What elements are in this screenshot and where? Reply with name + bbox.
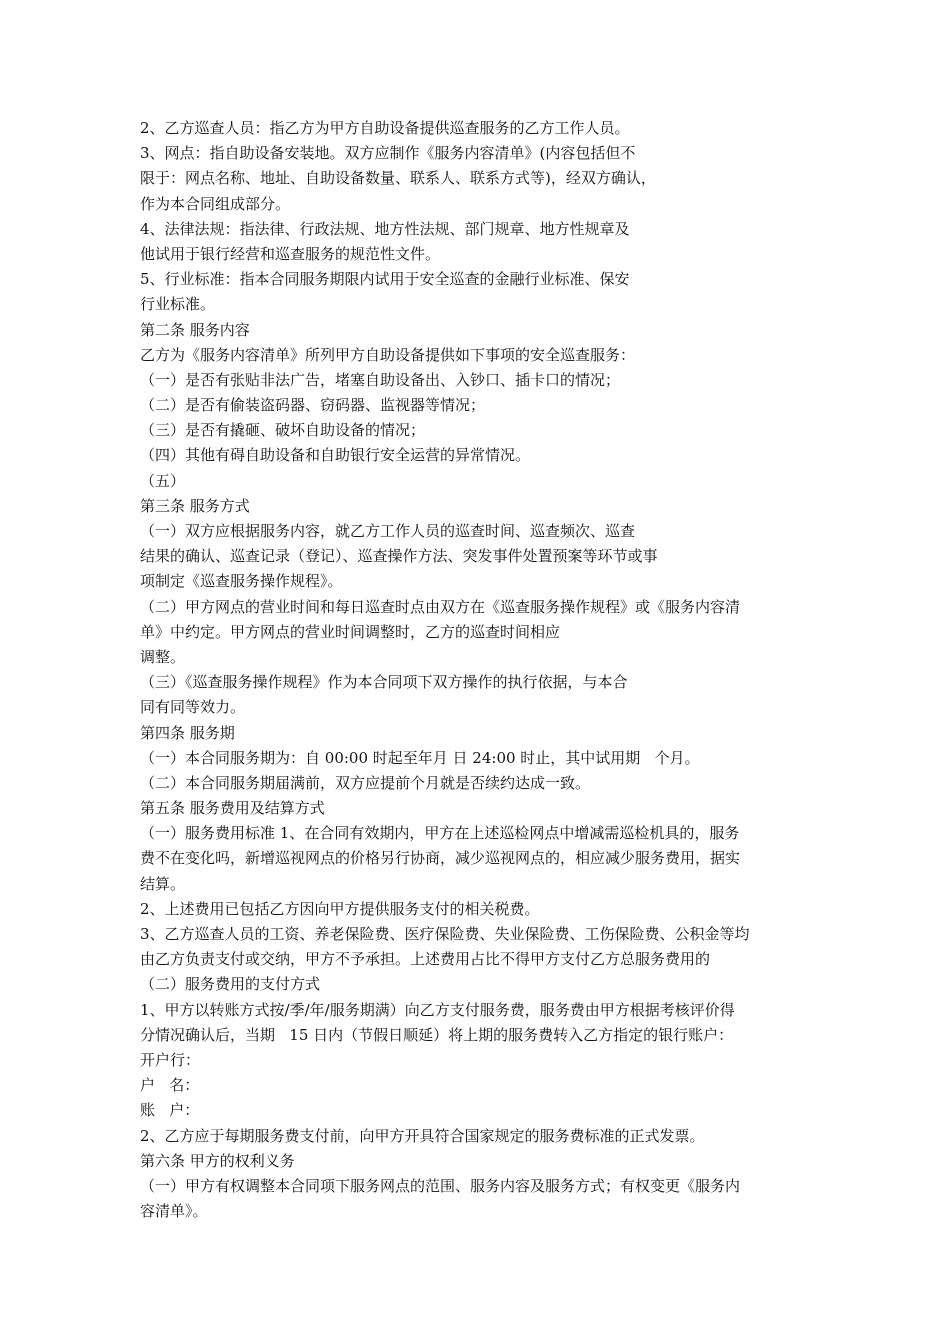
bank-field-label: 户 名： [140,1076,200,1095]
text-line: 乙方为《服务内容清单》所列甲方自助设备提供如下事项的安全巡查服务： [140,345,636,364]
section-heading: 第五条 服务费用及结算方式 [140,799,325,818]
text-line: （二）服务费用的支付方式 [140,975,321,994]
text-line: 项制定《巡查服务操作规程》。 [140,572,343,591]
text-line: 3、乙方巡查人员的工资、养老保险费、医疗保险费、失业保险费、工伤保险费、公积金等均 [140,925,750,943]
text-line: （五） [140,471,186,490]
text-line: 2、上述费用已包括乙方因向甲方提供服务支付的相关税费。 [140,899,540,918]
text-line: （一）服务费用标准 1、在合同有效期内，甲方在上述巡检网点中增减需巡检机具的，服务 [140,824,740,843]
text-line: （三）《巡查服务操作规程》作为本合同项下双方操作的执行依据，与本合 [140,673,628,692]
text-line: （一）是否有张贴非法广告，堵塞自助设备出、入钞口、插卡口的情况； [140,370,621,389]
text-line: 分情况确认后，当期 15 日内（节假日顺延）将上期的服务费转入乙方指定的银行账户： [140,1025,734,1044]
text-line: （四）其他有碍自助设备和自助银行安全运营的异常情况。 [140,446,531,465]
text-line: 结果的确认、巡查记录（登记）、巡查操作方法、突发事件处置预案等环节或事 [140,547,658,566]
text-line: （一）甲方有权调整本合同项下服务网点的范围、服务内容及服务方式；有权变更《服务内 [140,1176,741,1195]
contract-text [140,116,820,1224]
text-line: 调整。 [140,647,186,666]
text-line: 容清单》。 [140,1202,208,1221]
text-line: （二）甲方网点的营业时间和每日巡查时点由双方在《巡查服务操作规程》或《服务内容清 [140,597,741,616]
text-line: 3、网点：指自助设备安装地。双方应制作《服务内容清单》(内容包括但不 [140,144,636,163]
text-line: 行业标准。 [140,295,216,314]
text-line: 1、甲方以转账方式按/季/年/服务期满）向乙方支付服务费，服务费由甲方根据考核评价得 [140,1000,735,1019]
text-line: 2、乙方应于每期服务费支付前，向甲方开具符合国家规定的服务费标准的正式发票。 [140,1126,705,1145]
section-heading: 第二条 服务内容 [140,320,250,339]
text-line: 5、行业标准：指本合同服务期限内试用于安全巡查的金融行业标准、保安 [140,270,630,289]
section-heading: 第四条 服务期 [140,723,235,742]
text-line: 费不在变化吗，新增巡视网点的价格另行协商，减少巡视网点的，相应减少服务费用，据实 [140,849,741,868]
bank-field-label: 账 户： [140,1101,200,1120]
section-heading: 第三条 服务方式 [140,496,250,515]
text-line: 结算。 [140,874,186,893]
text-line: （一）本合同服务期为：自 00:00 时起至年月 日 24:00 时止，其中试用期 个月。 [140,748,700,767]
text-line: 4、法律法规：指法律、行政法规、地方性法规、部门规章、地方性规章及 [140,219,630,238]
text-line: （一）双方应根据服务内容，就乙方工作人员的巡查时间、巡查频次、巡查 [140,522,636,540]
text-line: （二）本合同服务期届满前，双方应提前个月就是否续约达成一致。 [140,773,591,792]
text-line: 2、乙方巡查人员：指乙方为甲方自助设备提供巡查服务的乙方工作人员。 [140,119,630,137]
section-heading: 第六条 甲方的权利义务 [140,1151,295,1170]
text-line: （三）是否有撬砸、破坏自助设备的情况； [140,421,426,440]
text-line: 作为本合同组成部分。 [140,194,291,213]
text-line: （二）是否有偷装盗码器、窃码器、监视器等情况； [140,396,486,415]
text-line: 同有同等效力。 [140,698,246,717]
text-line: 由乙方负责支付或交纳，甲方不予承担。上述费用占比不得甲方支付乙方总服务费用的 [140,950,711,969]
text-line: 限于：网点名称、地址、自助设备数量、联系人、联系方式等)，经双方确认， [140,169,656,188]
bank-field-label: 开户行： [140,1050,201,1069]
text-line: 他试用于银行经营和巡查服务的规范性文件。 [140,244,441,263]
text-line: 单》中约定。甲方网点的营业时间调整时，乙方的巡查时间相应 [140,622,561,641]
